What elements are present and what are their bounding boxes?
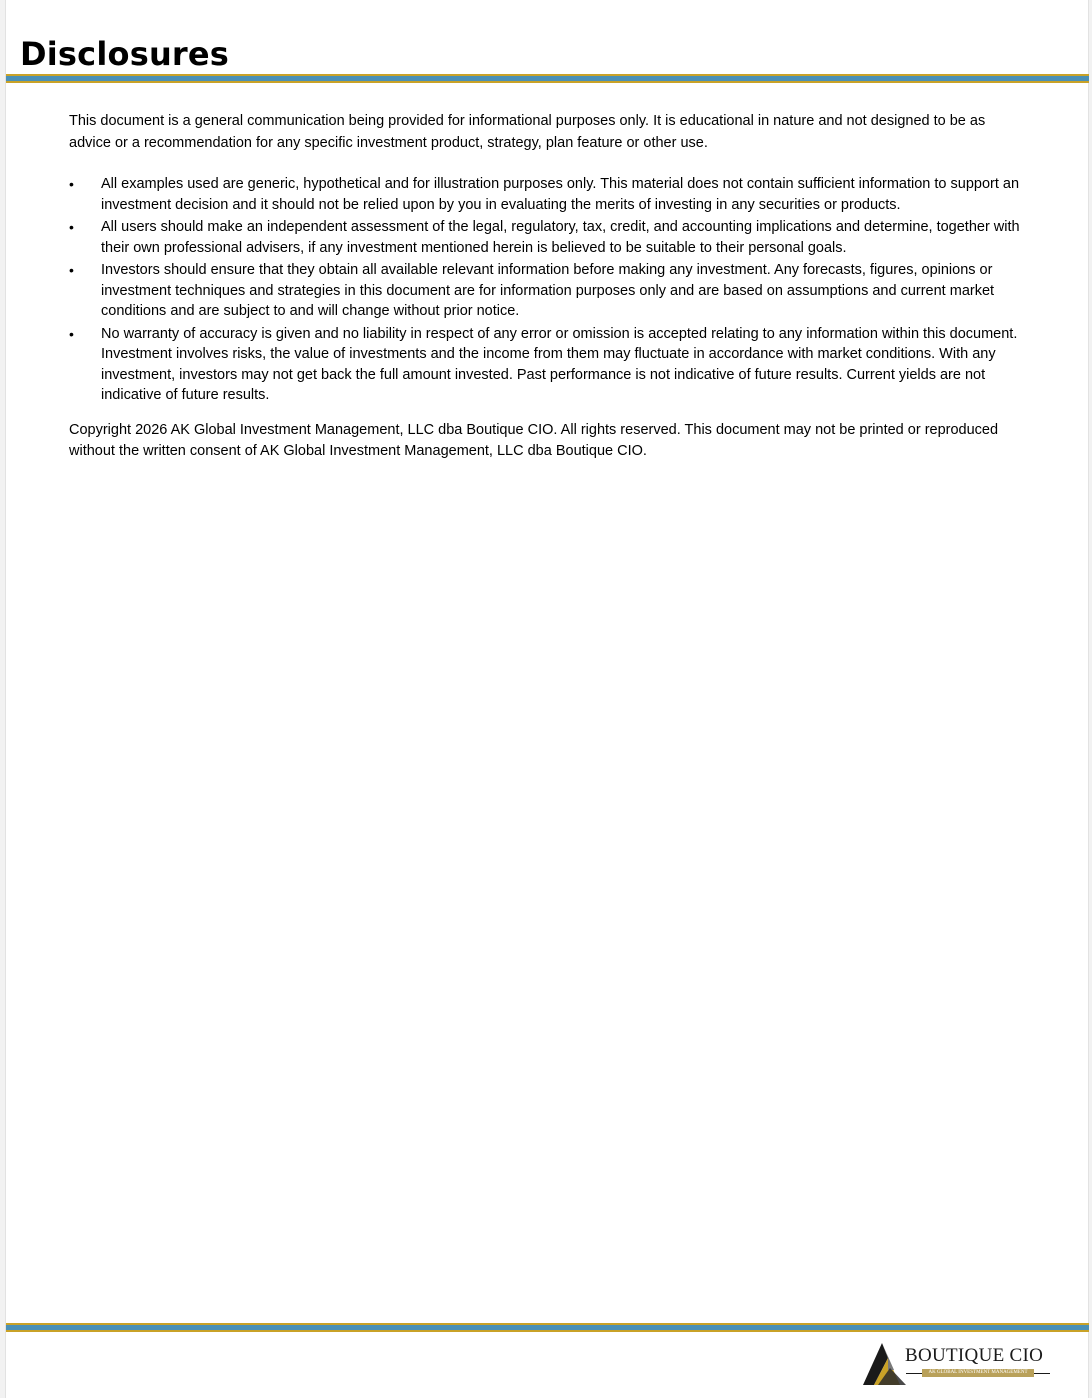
list-item-text: No warranty of accuracy is given and no liability in respect of any error or omission is accepted relating to any information within this document. Investment involves risks, the value of investments and the income from them may fluctuate in accordance with market conditions. With any investment, investors may not get back the full amount invested. Past performance is not indicative of future results. Current yields are not indicative of future results. <box>101 325 1018 403</box>
bullet-icon: • <box>69 219 74 235</box>
disclosure-body <box>69 111 1029 463</box>
list-item-text: Investors should ensure that they obtain all available relevant information before making any investment. Any forecasts, figures, opinions or investment techniques and strategies in this document are for information purposes only and are based on assumptions and current market conditions and are subject to and will change without prior notice. <box>101 262 995 319</box>
copyright-paragraph: Copyright 2026 AK Global Investment Management, LLC dba Boutique CIO. All rights reserved. This document may not be printed or reproduced without the written consent of AK Global Investment Management, LLC dba Boutique CIO. <box>69 421 999 459</box>
list-item <box>69 260 1029 322</box>
list-item-text: All users should make an independent assessment of the legal, regulatory, tax, credit, and accounting implications and determine, together with their own professional advisers, if any investment mentioned herein is believed to be suitable to their personal goals. <box>101 219 1020 256</box>
boutique-cio-logo <box>860 1340 1050 1388</box>
bullet-icon: • <box>69 176 74 192</box>
list-item <box>69 174 1029 215</box>
document-page <box>5 0 1089 1398</box>
bullet-icon: • <box>69 325 74 342</box>
logo-subtext: AK GLOBAL INVESTMENT MANAGEMENT <box>922 1369 1034 1377</box>
footer-rule <box>6 1323 1089 1332</box>
logo-wordmark: BOUTIQUE CIO <box>905 1345 1044 1366</box>
intro-paragraph: This document is a general communication being provided for informational purposes only. It is educational in nature and not designed to be as advice or a recommendation for any specific investment product, strategy, plan feature or other use. <box>69 113 986 151</box>
list-item <box>69 324 1029 406</box>
disclosure-list <box>69 174 1029 406</box>
page-title: Disclosures <box>20 35 230 73</box>
header-rule <box>6 74 1089 83</box>
list-item-text: All examples used are generic, hypothetical and for illustration purposes only. This material does not contain sufficient information to support an investment decision and it should not be relied upon by you in evaluating the merits of investing in any securities or products. <box>101 176 1020 213</box>
list-item <box>69 217 1029 258</box>
bullet-icon: • <box>69 262 74 278</box>
